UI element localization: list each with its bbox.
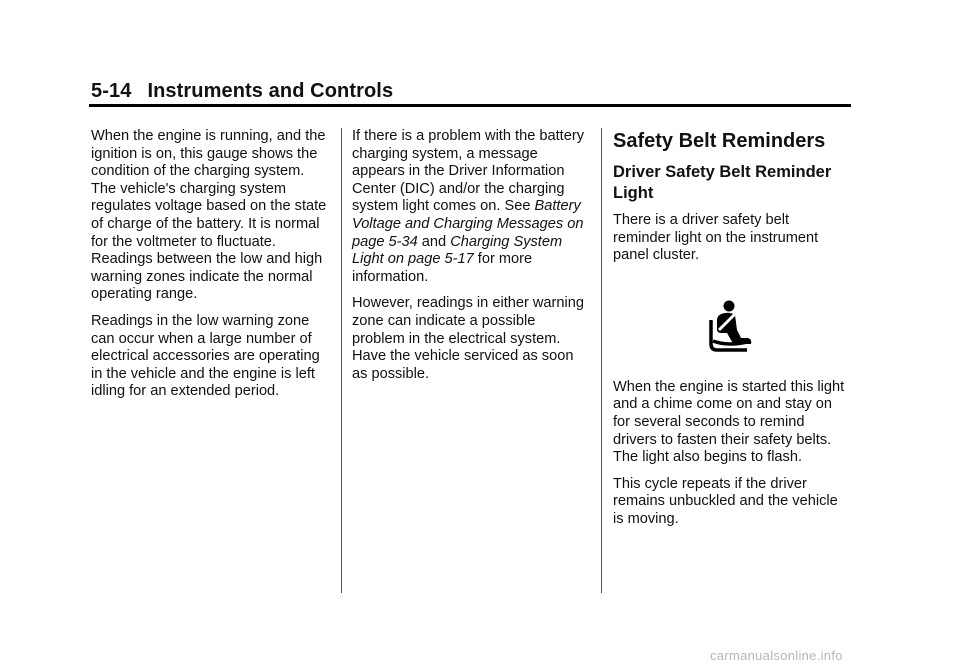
watermark: carmanualsonline.info — [710, 648, 843, 663]
column-1 — [91, 128, 333, 410]
seatbelt-reminder-icon — [707, 300, 755, 352]
section-title: Safety Belt Reminders — [613, 130, 826, 152]
paragraph: Readings in the low warning zone can occur when a large number of electrical accessories are operating in the vehicle and the engine is left idling for an extended period. — [91, 312, 320, 400]
column-2 — [352, 128, 592, 392]
cross-reference-link[interactable]: Battery Voltage and Charging Messages on page 5-34 — [352, 198, 584, 250]
column-divider — [341, 128, 342, 593]
page-header — [91, 80, 393, 103]
paragraph: This cycle repeats if the driver remains unbuckled and the vehicle is moving. — [613, 475, 838, 527]
paragraph: However, readings in either warning zone can indicate a possible problem in the electrical system. Have the vehicle serviced as soon as possible. — [352, 295, 585, 382]
paragraph: When the engine is started this light and a chime come on and stay on for several seconds to remind drivers to fasten their safety belts. The light also begins to flash. — [613, 378, 845, 466]
paragraph: If there is a problem with the battery charging system, a message appears in the Driver Information Center (DIC) and/or the charging system light comes on. See Battery Voltage and Charging Messages on page 5-34 and Charging System Light on page 5-17 for more information. — [352, 128, 584, 285]
page-number: 5-14 — [91, 80, 132, 102]
header-rule — [89, 104, 851, 107]
paragraph: There is a driver safety belt reminder light on the instrument panel cluster. — [613, 212, 819, 264]
column-divider — [601, 128, 602, 593]
cross-reference-link[interactable]: Charging System Light on page 5-17 — [352, 233, 563, 268]
paragraph: When the engine is running, and the ignition is on, this gauge shows the condition of the charging system. The vehicle's charging system regulates voltage based on the state of charge of the battery. It is normal for the voltmeter to fluctuate. Readings between the low and high warning zones indicate the normal operating range. — [91, 128, 327, 303]
subsection-title: Driver Safety Belt Reminder Light — [613, 163, 832, 202]
chapter-title: Instruments and Controls — [147, 80, 394, 102]
column-3 — [613, 128, 845, 538]
